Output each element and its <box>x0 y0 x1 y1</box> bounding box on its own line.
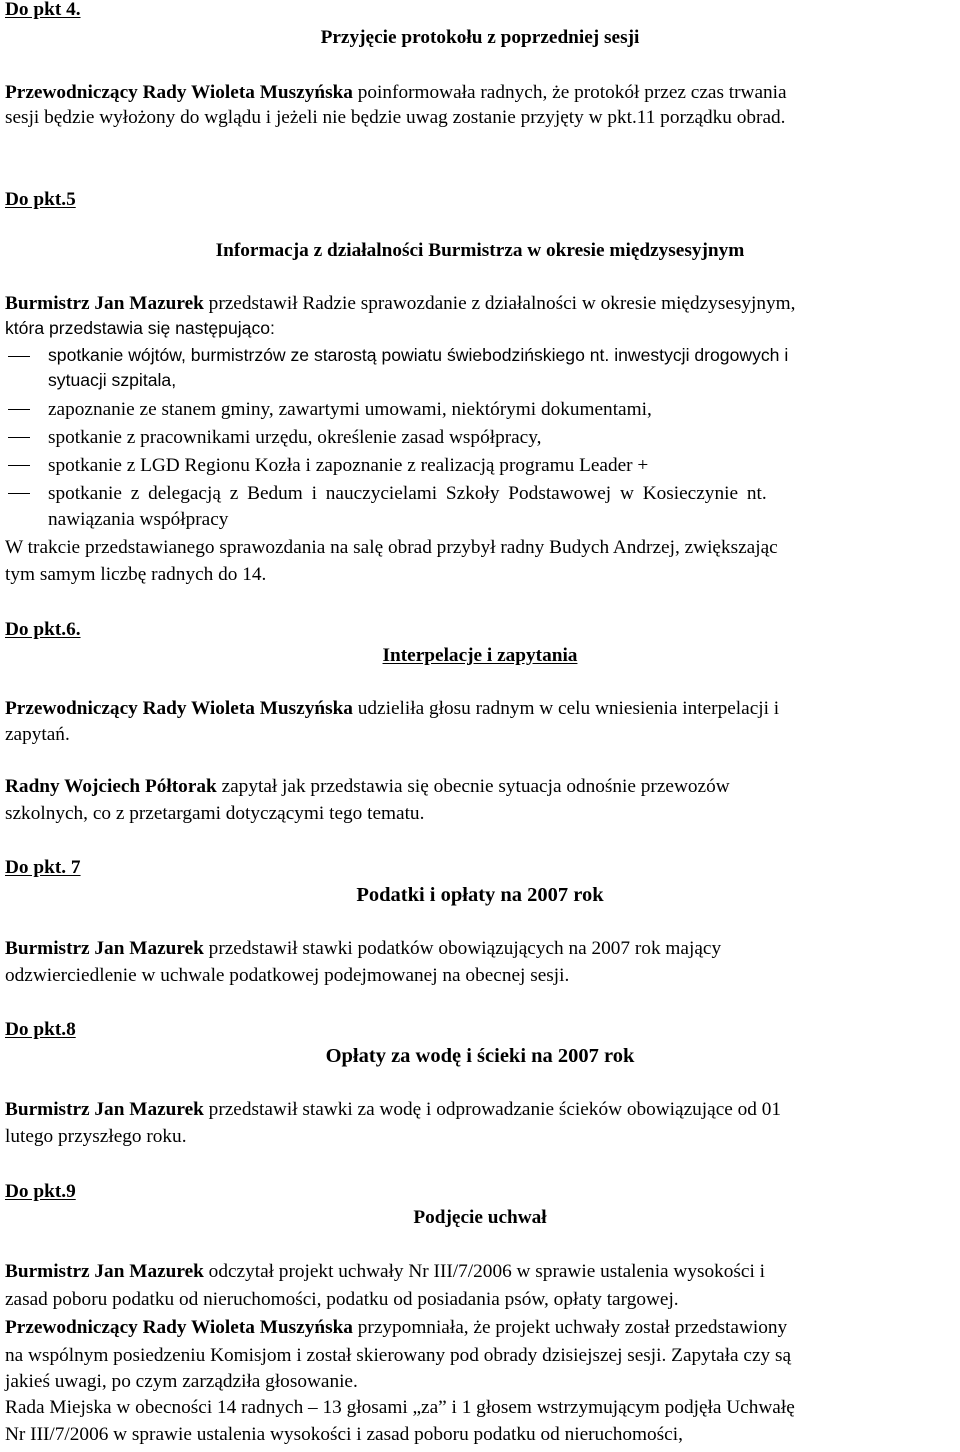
paragraph-text: odczytał projekt uchwały Nr III/7/2006 w sprawie ustalenia wysokości i <box>203 1261 766 1282</box>
paragraph-text: przedstawił stawki podatków obowiązujących na 2007 rok mający <box>203 938 722 959</box>
list-item: zapoznanie ze stanem gminy, zawartymi umowami, niektórymi dokumentami, <box>48 399 652 420</box>
paragraph-text: przypomniała, że projekt uchwały został przedstawiony <box>352 1317 788 1338</box>
paragraph-text: zapytał jak przedstawia się obecnie sytuacja odnośnie przewozów <box>216 776 730 797</box>
section-title-pkt5: Informacja z działalności Burmistrza w okresie międzysesyjnym <box>215 240 745 261</box>
paragraph-line: sesji będzie wyłożony do wglądu i jeżeli nie będzie uwag zostanie przyjęty w pkt.11 porządku obrad. <box>5 107 786 128</box>
paragraph-line <box>5 1262 765 1281</box>
paragraph-text: przedstawił Radzie sprawozdanie z działalności w okresie międzysesyjnym, <box>203 293 796 314</box>
list-dash <box>8 409 30 410</box>
paragraph-line <box>5 1100 781 1119</box>
list-dash <box>8 465 30 466</box>
list-item-continuation: nawiązania współpracy <box>48 509 229 530</box>
list-item: spotkanie z LGD Regionu Kozła i zapoznanie z realizacją programu Leader + <box>48 455 649 476</box>
speaker-name: Burmistrz Jan Mazurek <box>5 938 204 959</box>
paragraph-line: zapytań. <box>5 724 70 745</box>
list-item-continuation: sytuacji szpitala, <box>48 370 177 390</box>
paragraph-line: tym samym liczbę radnych do 14. <box>5 564 267 585</box>
paragraph-line: Nr III/7/2006 w sprawie ustalenia wysokości i zasad poboru podatku od nieruchomości, <box>5 1424 683 1445</box>
list-dash <box>8 356 30 357</box>
paragraph-line <box>5 1318 787 1337</box>
speaker-name: Burmistrz Jan Mazurek <box>5 1261 204 1282</box>
paragraph-line <box>5 777 730 796</box>
section-label-pkt4: Do pkt 4. <box>5 0 81 20</box>
paragraph-text: udzieliła głosu radnym w celu wniesienia interpelacji i <box>352 698 780 719</box>
paragraph-text: poinformowała radnych, że protokół przez czas trwania <box>352 82 787 103</box>
paragraph-line: zasad poboru podatku od nieruchomości, podatku od posiadania psów, opłaty targowej. <box>5 1289 679 1310</box>
speaker-name: Radny Wojciech Półtorak <box>5 776 217 797</box>
speaker-name: Przewodniczący Rady Wioleta Muszyńska <box>5 82 353 103</box>
section-label-pkt6: Do pkt.6. <box>5 619 81 640</box>
list-item: spotkanie z pracownikami urzędu, określenie zasad współpracy, <box>48 427 542 448</box>
list-item-text: spotkanie wójtów, burmistrzów ze starostą powiatu świebodzińskiego nt. inwestycji drogowych i <box>48 345 789 365</box>
speaker-name: Przewodniczący Rady Wioleta Muszyńska <box>5 698 353 719</box>
section-title-pkt7: Podatki i opłaty na 2007 rok <box>356 884 604 906</box>
paragraph-line <box>5 939 721 958</box>
list-dash <box>8 437 30 438</box>
section-title-pkt6: Interpelacje i zapytania <box>382 645 578 666</box>
speaker-name: Przewodniczący Rady Wioleta Muszyńska <box>5 1317 353 1338</box>
paragraph-line: która przedstawia się następująco: <box>5 318 275 338</box>
paragraph-line: na wspólnym posiedzeniu Komisjom i został skierowany pod obrady dzisiejszej sesji. Zapytała czy są <box>5 1345 792 1366</box>
section-label-pkt5: Do pkt.5 <box>5 189 76 210</box>
list-item <box>48 346 788 365</box>
section-label-pkt7: Do pkt. 7 <box>5 857 81 878</box>
list-item: spotkanie z delegacją z Bedum i nauczycielami Szkoły Podstawowej w Kosieczynie nt. <box>48 483 767 504</box>
paragraph-line: jakieś uwagi, po czym zarządziła głosowanie. <box>5 1371 358 1392</box>
speaker-name: Burmistrz Jan Mazurek <box>5 293 204 314</box>
paragraph-line <box>5 83 787 102</box>
paragraph-line: Rada Miejska w obecności 14 radnych – 13 głosami „za” i 1 głosem wstrzymującym podjęła Uchwałę <box>5 1397 795 1418</box>
paragraph-text: przedstawił stawki za wodę i odprowadzanie ścieków obowiązujące od 01 <box>203 1099 782 1120</box>
paragraph-line <box>5 699 779 718</box>
paragraph-line: W trakcie przedstawianego sprawozdania na salę obrad przybył radny Budych Andrzej, zwiększając <box>5 537 778 558</box>
section-title-pkt8: Opłaty za wodę i ścieki na 2007 rok <box>325 1045 635 1067</box>
paragraph-line <box>5 294 796 313</box>
paragraph-line: lutego przyszłego roku. <box>5 1126 187 1147</box>
paragraph-line: szkolnych, co z przetargami dotyczącymi tego tematu. <box>5 803 425 824</box>
section-label-pkt9: Do pkt.9 <box>5 1181 76 1202</box>
list-dash <box>8 493 30 494</box>
paragraph-line: odzwierciedlenie w uchwale podatkowej podejmowanej na obecnej sesji. <box>5 965 570 986</box>
section-title-pkt4: Przyjęcie protokołu z poprzedniej sesji <box>320 27 640 48</box>
section-title-pkt9: Podjęcie uchwał <box>413 1207 547 1228</box>
speaker-name: Burmistrz Jan Mazurek <box>5 1099 204 1120</box>
section-label-pkt8: Do pkt.8 <box>5 1019 76 1040</box>
